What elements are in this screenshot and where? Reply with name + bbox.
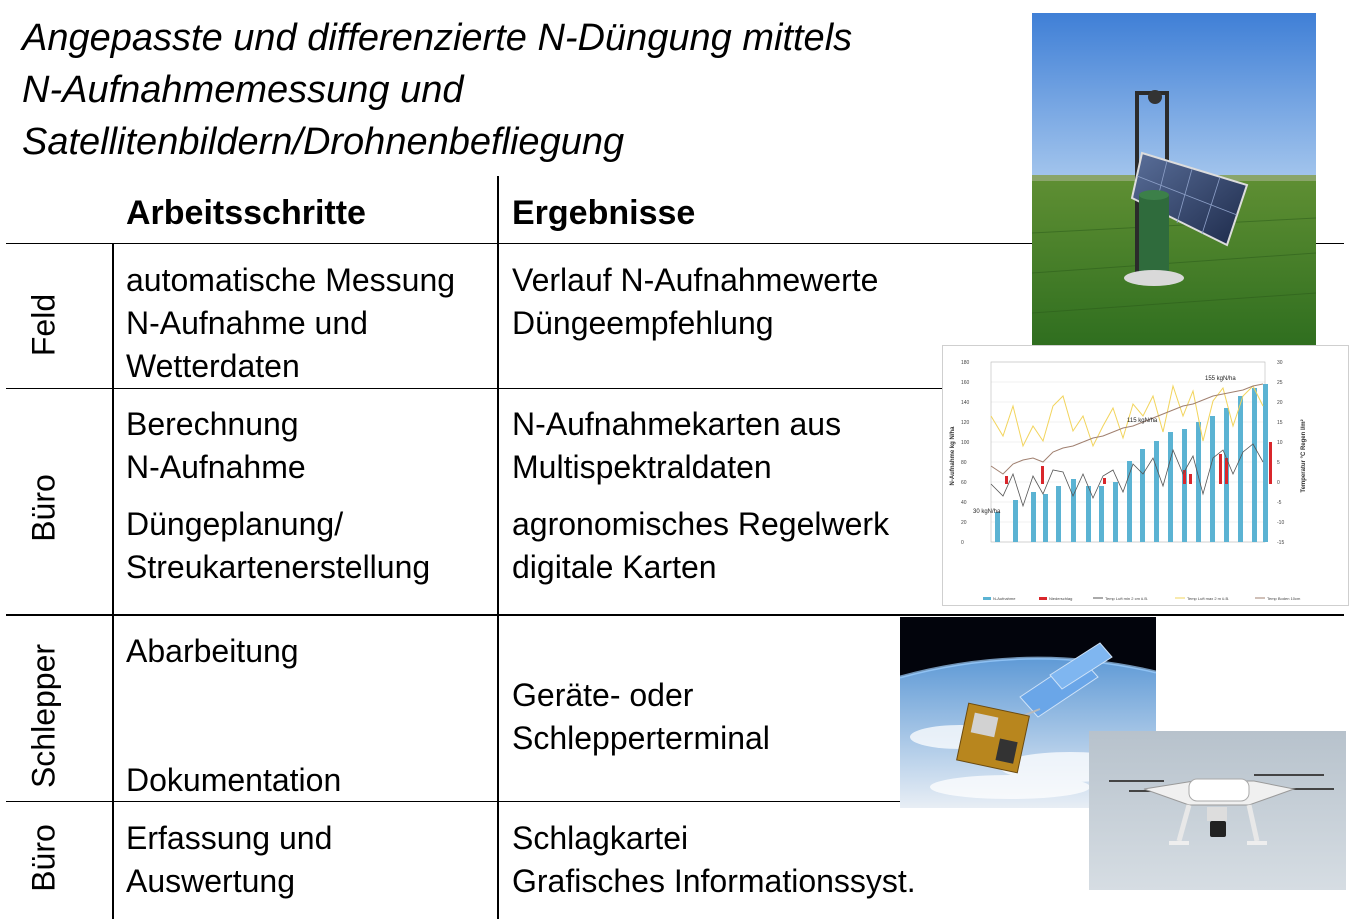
- n-uptake-chart-svg: [943, 346, 1349, 606]
- schlepper-result-2: Schlepperterminal: [512, 720, 770, 756]
- row-divider-1: [6, 388, 942, 389]
- buero-step-4: Streukartenerstellung: [126, 549, 431, 585]
- feld-step-1: automatische Messung: [126, 262, 456, 298]
- buero-steps-a: [126, 403, 306, 489]
- title-line-2: N-Aufnahmemessung und: [22, 69, 464, 111]
- buero2-results: [512, 817, 916, 903]
- row-label-schlepper: Schlepper: [25, 643, 62, 789]
- header-divider: [497, 176, 499, 244]
- title-line-3: Satellitenbildern/Drohnenbefliegung: [22, 121, 625, 163]
- chart-left-tick-2: 160: [961, 380, 970, 386]
- chart-legend-5: Temp Boden 10cm: [1267, 596, 1301, 601]
- drone-image: [1089, 731, 1346, 890]
- chart-right-tick-10: -15: [1277, 540, 1285, 546]
- title-line-1: Angepasste und differenzierte N-Düngung mittels: [22, 17, 853, 59]
- chart-annotation-115: 115 kgN/ha: [1127, 418, 1158, 424]
- buero-step-3: Düngeplanung/: [126, 506, 344, 542]
- schlepper-step-1: Abarbeitung: [126, 633, 299, 669]
- chart-left-tick-6: 80: [961, 460, 967, 466]
- buero2-step-1: Erfassung und: [126, 820, 333, 856]
- chart-y-label-right: Temperatur °C Regen l/m²: [1301, 419, 1307, 493]
- chart-right-tick-1: 30: [1277, 360, 1283, 366]
- row-divider-2: [6, 614, 1344, 616]
- field-sensor-image: [1032, 13, 1316, 346]
- buero-steps-b: [126, 503, 430, 589]
- buero-results-a: [512, 403, 841, 489]
- feld-results: [512, 259, 878, 345]
- chart-left-tick-3: 140: [961, 400, 970, 406]
- feld-step-2: N-Aufnahme und: [126, 305, 368, 341]
- chart-legend-3: Temp Luft min 2 cm ü.B.: [1105, 596, 1149, 601]
- buero-results-b: [512, 503, 889, 589]
- feld-result-2: Düngeempfehlung: [512, 305, 774, 341]
- chart-right-tick-9: -10: [1277, 520, 1285, 526]
- column-divider: [497, 244, 499, 919]
- row-label-feld: Feld: [25, 293, 62, 357]
- chart-annotation-155: 155 kgN/ha: [1205, 376, 1236, 382]
- chart-right-tick-6: 5: [1277, 460, 1280, 466]
- buero-result-3: agronomisches Regelwerk: [512, 506, 890, 542]
- chart-right-tick-2: 25: [1277, 380, 1283, 386]
- chart-annotation-30: 30 kgN/ha: [973, 509, 1001, 515]
- row-label-buero: Büro: [25, 474, 62, 542]
- feld-result-1: Verlauf N-Aufnahmewerte: [512, 262, 879, 298]
- chart-right-tick-4: 15: [1277, 420, 1283, 426]
- feld-step-3: Wetterdaten: [126, 348, 300, 384]
- feld-steps: [126, 259, 455, 388]
- chart-right-tick-5: 10: [1277, 440, 1283, 446]
- chart-right-tick-7: 0: [1277, 480, 1280, 486]
- header-steps: Arbeitsschritte: [126, 194, 366, 232]
- chart-left-tick-5: 100: [961, 440, 970, 446]
- chart-left-tick-10: 0: [961, 540, 964, 546]
- buero-result-4: digitale Karten: [512, 549, 717, 585]
- chart-y-label-left: N-Aufnahme kg N/ha: [950, 426, 956, 486]
- row-label-buero-2: Büro: [25, 824, 62, 892]
- field-sensor-photo: [1032, 13, 1316, 346]
- header-results: Ergebnisse: [512, 194, 696, 232]
- drone-photo: [1089, 731, 1346, 890]
- chart-legend-1: N-Aufnahme: [993, 596, 1016, 601]
- chart-legend-4: Temp Luft max 2 m ü.B.: [1187, 596, 1230, 601]
- buero-step-1: Berechnung: [126, 406, 299, 442]
- chart-left-tick-4: 120: [961, 420, 970, 426]
- chart-left-tick-9: 20: [961, 520, 967, 526]
- chart-legend-2: Niederschlag: [1049, 596, 1073, 601]
- buero2-result-1: Schlagkartei: [512, 820, 689, 856]
- buero2-step-2: Auswertung: [126, 863, 295, 899]
- buero-result-1: N-Aufnahmekarten aus: [512, 406, 842, 442]
- label-column-divider: [112, 244, 114, 919]
- buero2-result-2: Grafisches Informationssyst.: [512, 863, 916, 899]
- page-title: [22, 12, 1022, 168]
- buero2-steps: [126, 817, 332, 903]
- n-uptake-chart: [942, 345, 1349, 606]
- chart-left-tick-7: 60: [961, 480, 967, 486]
- buero-step-2: N-Aufnahme: [126, 449, 306, 485]
- schlepper-results: [512, 674, 770, 760]
- buero-result-2: Multispektraldaten: [512, 449, 772, 485]
- schlepper-step-2: Dokumentation: [126, 762, 342, 798]
- schlepper-result-1: Geräte- oder: [512, 677, 694, 713]
- chart-right-tick-8: -5: [1277, 500, 1282, 506]
- chart-left-tick-1: 180: [961, 360, 970, 366]
- chart-left-tick-8: 40: [961, 500, 967, 506]
- chart-right-tick-3: 20: [1277, 400, 1283, 406]
